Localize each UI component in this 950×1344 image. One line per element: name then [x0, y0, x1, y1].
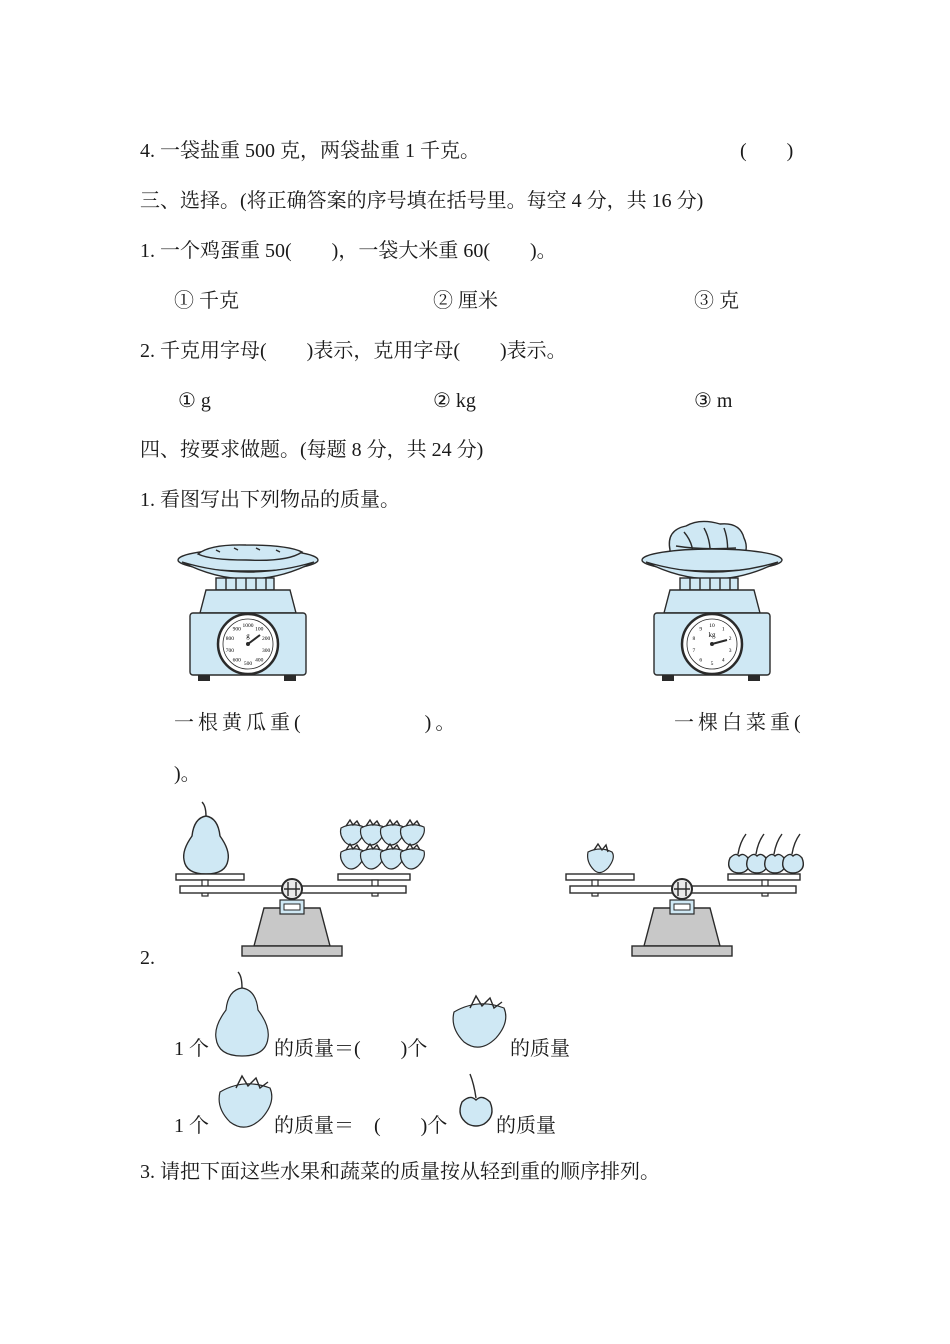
- dial-tick-label: 2: [728, 636, 732, 643]
- strawberry-icon: [401, 844, 425, 869]
- s3-q1-option-1: ① 千克: [174, 290, 239, 312]
- s3-q1-text: 1. 一个鸡蛋重 50( )，一袋大米重 60( )。: [140, 240, 557, 262]
- strawberry-icon: [401, 820, 425, 845]
- dial-tick-label: 1: [721, 626, 725, 633]
- cherry-icon: [783, 834, 804, 873]
- dial-tick-label: 9: [699, 626, 703, 633]
- dial-tick-label: 600: [232, 657, 241, 664]
- dial-tick-label: 8: [692, 636, 696, 643]
- s4-q2-line1-mid: 的质量＝( )个: [274, 1038, 428, 1060]
- strawberry-icon: [216, 1074, 276, 1134]
- s4-q2-line1-suffix: 的质量: [510, 1038, 570, 1060]
- pear-icon: [212, 970, 272, 1060]
- cucumber-scale-illustration: [176, 538, 320, 684]
- cherry-icon: [747, 834, 768, 873]
- dial-tick-label: 4: [721, 657, 725, 664]
- s3-q1-option-2: ② 厘米: [433, 290, 498, 312]
- cabbage-scale-illustration: [640, 520, 784, 684]
- balance-strawberry-cherries: [562, 828, 818, 960]
- dial-tick-label: 100: [255, 626, 264, 633]
- cucumber-icon: [198, 545, 302, 560]
- dial-tick-label: 5: [710, 661, 714, 667]
- s3-q2-option-1: ① g: [178, 390, 211, 412]
- cherry-icon: [765, 834, 786, 873]
- cucumber-caption: 一根黄瓜重( )。: [174, 712, 460, 734]
- dial-tick-label: 800: [225, 636, 235, 643]
- s3-q2-option-3: ③ m: [694, 390, 733, 412]
- cabbage-caption-end: )。: [174, 763, 201, 785]
- s3-q2-option-2: ② kg: [433, 390, 476, 412]
- s3-q2-text: 2. 千克用字母( )表示，克用字母( )表示。: [140, 340, 567, 362]
- dial-tick-label: 7: [692, 647, 696, 654]
- pear-icon: [184, 802, 229, 874]
- right-dial-unit: kg: [708, 631, 716, 639]
- s4-q1-text: 1. 看图写出下列物品的质量。: [140, 489, 400, 511]
- section4-heading: 四、按要求做题。(每题 8 分，共 24 分): [140, 439, 484, 461]
- strawberry-icon: [450, 994, 510, 1054]
- cherry-icon: [456, 1072, 496, 1130]
- s4-q2-line2-mid: 的质量＝ ( )个: [274, 1115, 448, 1137]
- s4-q2-line1-prefix: 1 个: [174, 1038, 209, 1060]
- dial-tick-label: 10: [709, 623, 715, 629]
- dial-tick-label: 300: [261, 647, 271, 654]
- dial-tick-label: 700: [225, 647, 235, 654]
- s4-q2-line2-suffix: 的质量: [496, 1115, 556, 1137]
- s4-q3-text: 3. 请把下面这些水果和蔬菜的质量按从轻到重的顺序排列。: [140, 1161, 660, 1183]
- judge-q4-text: 4. 一袋盐重 500 克，两袋盐重 1 千克。: [140, 140, 480, 162]
- dial-tick-label: 500: [243, 661, 253, 667]
- left-dial-unit: g: [246, 632, 250, 640]
- cherry-icon: [729, 834, 750, 873]
- judge-q4-answer-paren[interactable]: ( ): [740, 140, 794, 162]
- s4-q2-label: 2.: [140, 947, 155, 969]
- dial-tick-label: 400: [255, 657, 264, 664]
- cabbage-caption: 一棵白菜重(: [674, 712, 805, 734]
- dial-tick-label: 900: [232, 626, 241, 633]
- balance-pear-strawberries: [172, 800, 428, 960]
- section3-heading: 三、选择。(将正确答案的序号填在括号里。每空 4 分，共 16 分): [140, 190, 704, 212]
- s4-q2-line2-prefix: 1 个: [174, 1115, 209, 1137]
- s3-q1-option-3: ③ 克: [694, 290, 739, 312]
- dial-tick-label: 6: [699, 657, 703, 664]
- dial-tick-label: 200: [261, 636, 271, 643]
- strawberry-icon: [588, 844, 614, 873]
- dial-tick-label: 1000: [242, 623, 254, 629]
- dial-tick-label: 3: [728, 647, 732, 654]
